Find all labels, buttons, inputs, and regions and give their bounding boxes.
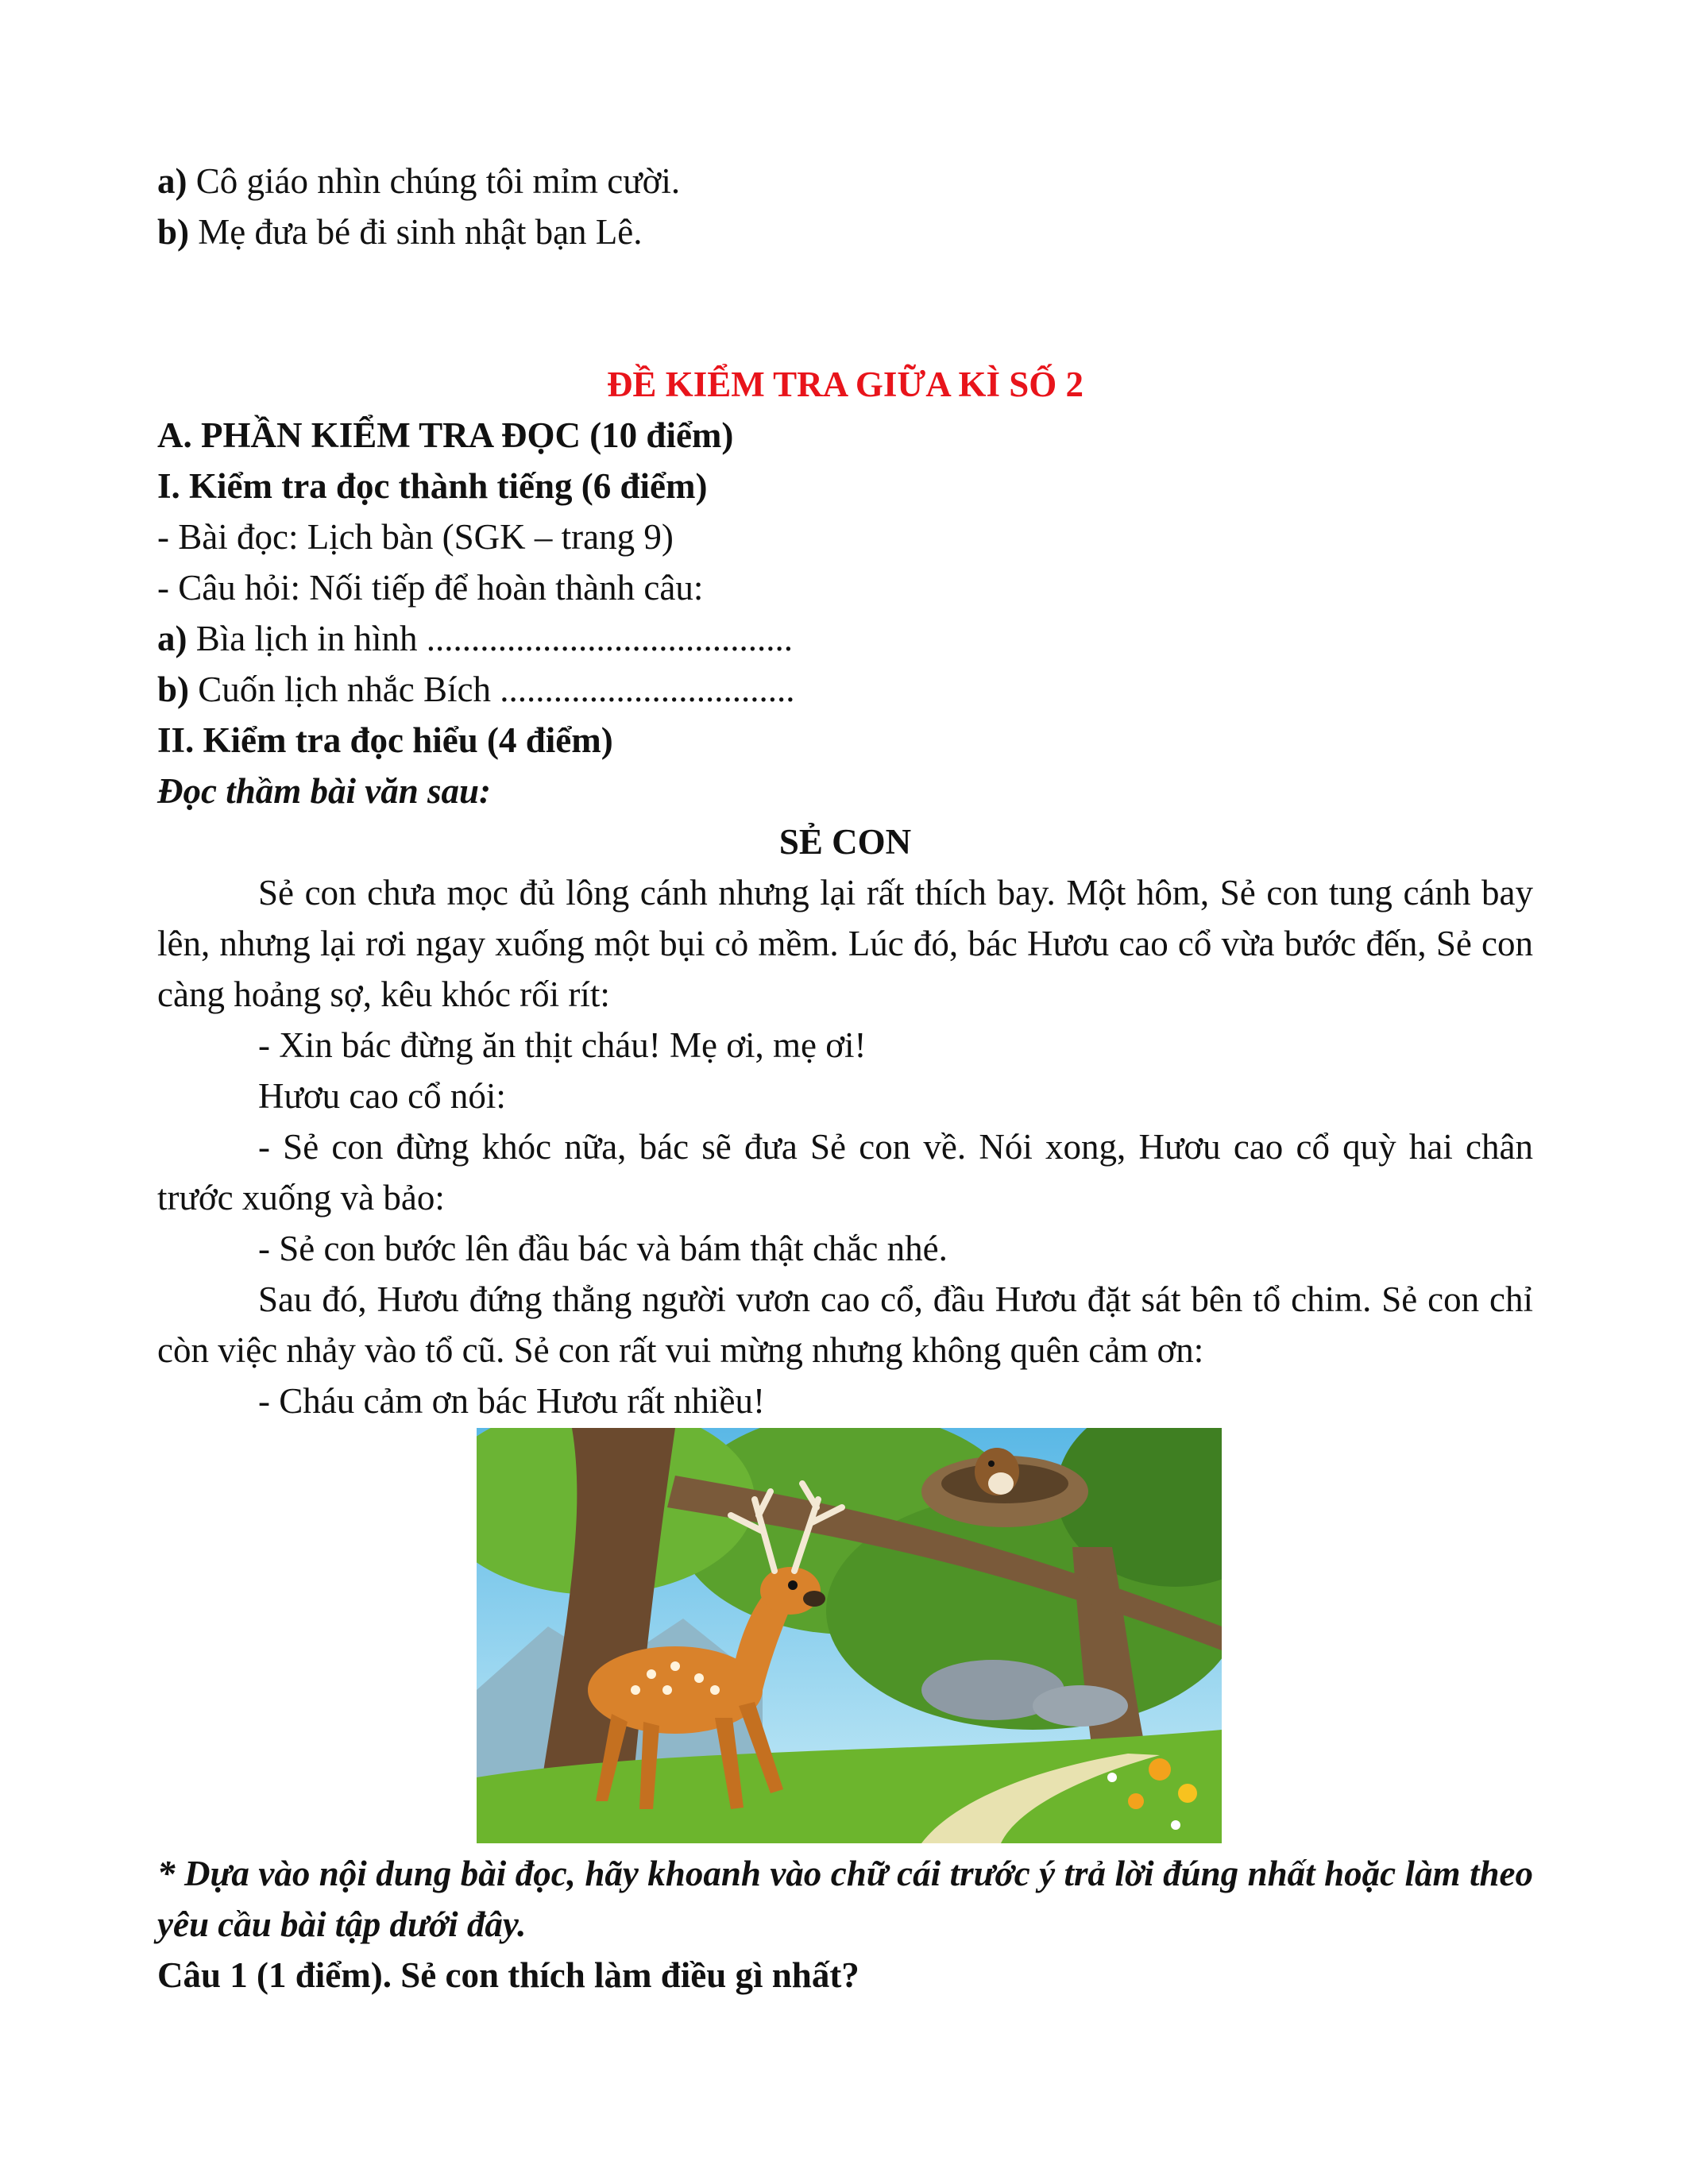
question-intro: - Câu hỏi: Nối tiếp để hoàn thành câu:: [157, 568, 704, 608]
question-1: Câu 1 (1 điểm). Sẻ con thích làm điều gì nhất?: [157, 1955, 859, 1995]
sparrow-eye: [988, 1461, 995, 1467]
fill-item-b: [157, 664, 1533, 715]
rock: [1033, 1685, 1128, 1727]
document-content: [157, 156, 1533, 2001]
sparrow-belly: [988, 1472, 1014, 1495]
story-paragraph: - Xin bác đừng ăn thịt cháu! Mẹ ơi, mẹ ơi!: [258, 1025, 867, 1065]
story-paragraph: Sẻ con chưa mọc đủ lông cánh nhưng lại rất thích bay. Một hôm, Sẻ con tung cánh bay lên, nhưng lại rơi ngay xuống một bụi cỏ mềm. Lúc đó, bác Hươu cao cổ vừa bước đến, Sẻ con càng hoảng sợ, kêu khóc rối rít:: [157, 873, 1533, 1014]
item-text: Bìa lịch in hình .........................................: [187, 619, 793, 658]
answer-item-a: [157, 156, 1533, 206]
task-instruction: * Dựa vào nội dung bài đọc, hãy khoanh vào chữ cái trước ý trả lời đúng nhất hoặc làm theo yêu cầu bài tập dưới đây.: [157, 1854, 1533, 1944]
item-text: Mẹ đưa bé đi sinh nhật bạn Lê.: [189, 212, 643, 252]
silent-read-instruction: Đọc thầm bài văn sau:: [157, 771, 492, 811]
spacer: [157, 257, 1533, 359]
item-text: Cuốn lịch nhắc Bích .................................: [189, 669, 795, 709]
story-paragraph: - Sẻ con bước lên đầu bác và bám thật chắc nhé.: [258, 1229, 948, 1268]
section-2-heading: II. Kiểm tra đọc hiểu (4 điểm): [157, 720, 613, 760]
item-text: Cô giáo nhìn chúng tôi mỉm cười.: [187, 161, 681, 201]
section-1-heading: I. Kiểm tra đọc thành tiếng (6 điểm): [157, 466, 708, 506]
reading-reference: - Bài đọc: Lịch bàn (SGK – trang 9): [157, 517, 674, 557]
item-label: b): [157, 212, 190, 252]
story-paragraph: - Sẻ con đừng khóc nữa, bác sẽ đưa Sẻ con về. Nói xong, Hươu cao cổ quỳ hai chân trước xuống và bảo:: [157, 1127, 1533, 1217]
item-label: b): [157, 669, 190, 709]
story-paragraph: Sau đó, Hươu đứng thẳng người vươn cao cổ, đầu Hươu đặt sát bên tổ chim. Sẻ con chỉ còn việc nhảy vào tổ cũ. Sẻ con rất vui mừng nhưng không quên cảm ơn:: [157, 1279, 1533, 1370]
item-label: a): [157, 161, 187, 201]
story-paragraph: Hươu cao cổ nói:: [258, 1076, 506, 1116]
story-paragraph: - Cháu cảm ơn bác Hươu rất nhiều!: [258, 1381, 766, 1421]
answer-item-b: [157, 206, 1533, 257]
story-title: SẺ CON: [778, 822, 912, 862]
story-illustration: [477, 1428, 1222, 1843]
part-a-heading: A. PHẦN KIỂM TRA ĐỌC (10 điểm): [157, 415, 734, 455]
item-label: a): [157, 619, 187, 658]
exam-title: ĐỀ KIỂM TRA GIỮA KÌ SỐ 2: [606, 365, 1084, 404]
fill-item-a: [157, 613, 1533, 664]
